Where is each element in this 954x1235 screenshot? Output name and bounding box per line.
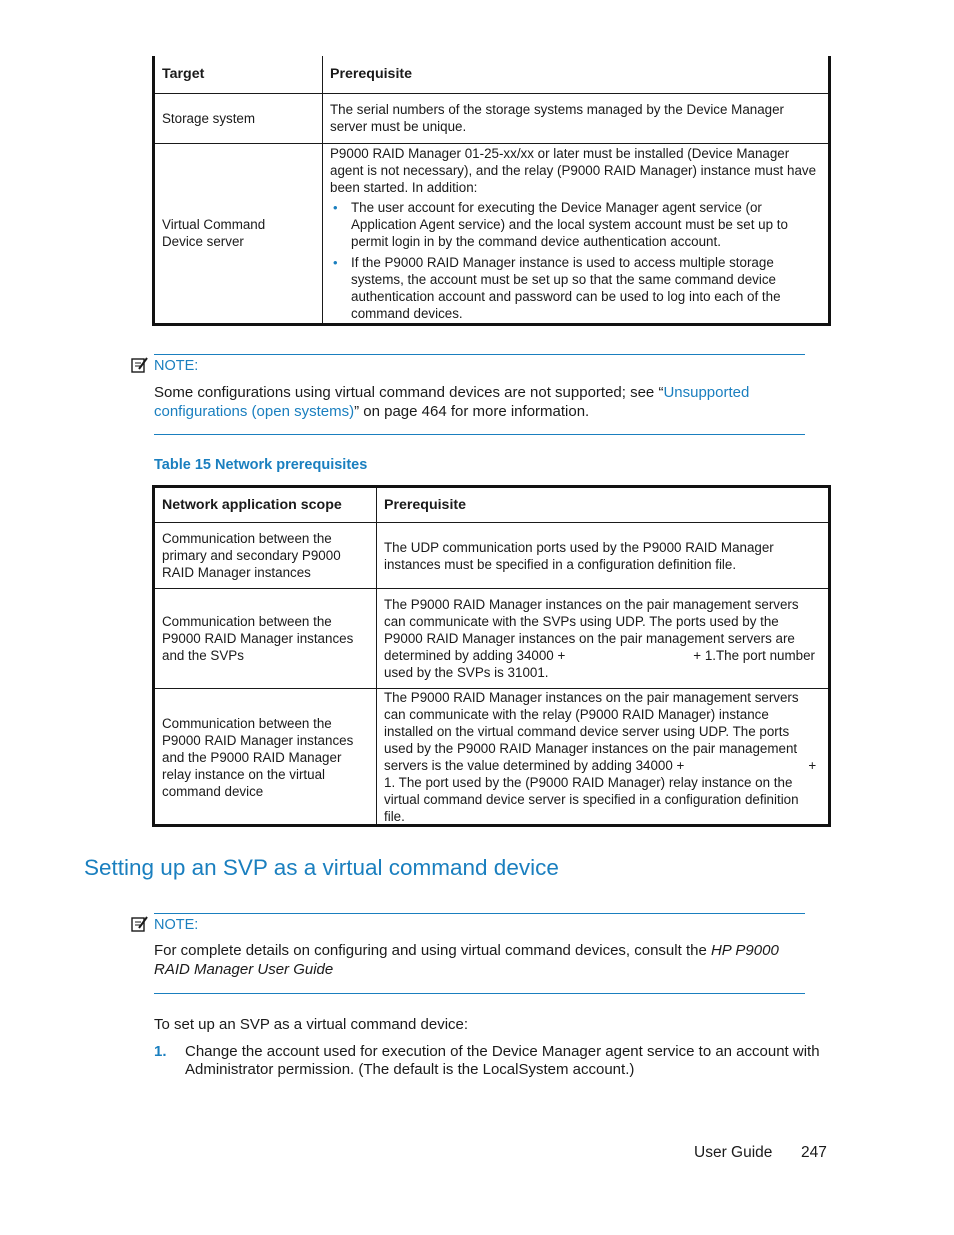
prerequisite-cell: The P9000 RAID Manager instances on the pair management servers can communicate with the relay (P9000 RAID Manager) instance installed on the virtual command device server using UDP. The ports used by the P9000 RAID Manager instances on the pair management servers is the value determined by adding 34000 + + 1. The port used by the (P9000 RAID Manager) relay instance on the virtual command device server is specified in a configuration definition file. bbox=[377, 689, 829, 826]
prerequisite-cell bbox=[323, 143, 829, 323]
target-cell: Virtual Command Device server bbox=[155, 143, 323, 323]
note-top-rule bbox=[154, 913, 805, 914]
prerequisite-bullet-list bbox=[330, 199, 821, 322]
network-prerequisites-table bbox=[154, 487, 829, 826]
prerequisite-text: P9000 RAID Manager 01-25-xx/xx or later must be installed (Device Manager agent is not necessary), and the relay (P9000 RAID Manager) instance must have been started. In addition: bbox=[330, 145, 817, 195]
column-header-prerequisite: Prerequisite bbox=[323, 56, 829, 93]
table-row bbox=[155, 689, 829, 826]
section-title: Setting up an SVP as a virtual command device bbox=[84, 855, 559, 880]
prerequisite-cell: The P9000 RAID Manager instances on the pair management servers can communicate with the SVPs using UDP. The ports used by the P9000 RAID Manager instances on the pair management servers are determined by adding 34000 + + 1.The port number used by the SVPs is 31001. bbox=[377, 589, 829, 689]
list-item: • The user account for executing the Device Manager agent service (or Application Agent service) and the local system account must be set up to permit login in by the command device authentication account. bbox=[333, 199, 788, 249]
footer-label: User Guide bbox=[694, 1144, 773, 1161]
target-cell: Storage system bbox=[155, 93, 323, 143]
note-label: NOTE: bbox=[154, 917, 199, 933]
prerequisite-cell: The serial numbers of the storage systems managed by the Device Manager server must be unique. bbox=[323, 93, 829, 143]
table-row bbox=[155, 93, 829, 143]
note-bottom-rule bbox=[154, 993, 805, 994]
scope-cell: Communication between the P9000 RAID Manager instances and the SVPs bbox=[155, 589, 377, 689]
prerequisite-cell: The UDP communication ports used by the P9000 RAID Manager instances must be specified in a configuration definition file. bbox=[377, 523, 829, 589]
note-bottom-rule bbox=[154, 434, 805, 435]
note-text: Some configurations using virtual command devices are not supported; see “Unsupported configurations (open systems)” on page 464 for more information. bbox=[154, 384, 750, 420]
page-number: 247 bbox=[801, 1144, 827, 1161]
scope-cell: Communication between the P9000 RAID Manager instances and the P9000 RAID Manager relay instance on the virtual command device bbox=[155, 689, 377, 826]
note-text: For complete details on configuring and using virtual command devices, consult the HP P9000 RAID Manager User Guide bbox=[154, 942, 779, 978]
step-list bbox=[154, 1043, 834, 1079]
prerequisites-table bbox=[154, 56, 829, 324]
column-header-target: Target bbox=[155, 56, 323, 93]
table-caption: Table 15 Network prerequisites bbox=[154, 457, 368, 473]
list-item bbox=[154, 1043, 834, 1079]
table-row bbox=[155, 143, 829, 323]
bullet-icon: • bbox=[333, 199, 338, 215]
table-header-row bbox=[155, 56, 829, 93]
step-text: Change the account used for execution of the Device Manager agent service to an account with Administrator permission. (The default is the LocalSystem account.) bbox=[185, 1043, 820, 1078]
step-number: 1. bbox=[154, 1043, 167, 1060]
note-label: NOTE: bbox=[154, 358, 199, 374]
column-header-prerequisite: Prerequisite bbox=[377, 488, 829, 523]
table-row bbox=[155, 523, 829, 589]
table-header-row bbox=[155, 488, 829, 523]
note-top-rule bbox=[154, 354, 805, 355]
scope-cell: Communication between the primary and secondary P9000 RAID Manager instances bbox=[155, 523, 377, 589]
bullet-icon: • bbox=[333, 254, 338, 270]
column-header-scope: Network application scope bbox=[155, 488, 377, 523]
guide-title: HP P9000 RAID Manager User Guide bbox=[154, 942, 779, 978]
note-icon bbox=[131, 357, 149, 373]
note-icon bbox=[131, 916, 149, 932]
list-item: • If the P9000 RAID Manager instance is used to access multiple storage systems, the account must be set up so that the same command device authentication account and password can be used to log into each of the command devices. bbox=[333, 254, 781, 321]
intro-paragraph: To set up an SVP as a virtual command device: bbox=[154, 1016, 469, 1033]
table-row bbox=[155, 589, 829, 689]
unsupported-configurations-link[interactable]: Unsupported configurations (open systems) bbox=[154, 384, 750, 420]
